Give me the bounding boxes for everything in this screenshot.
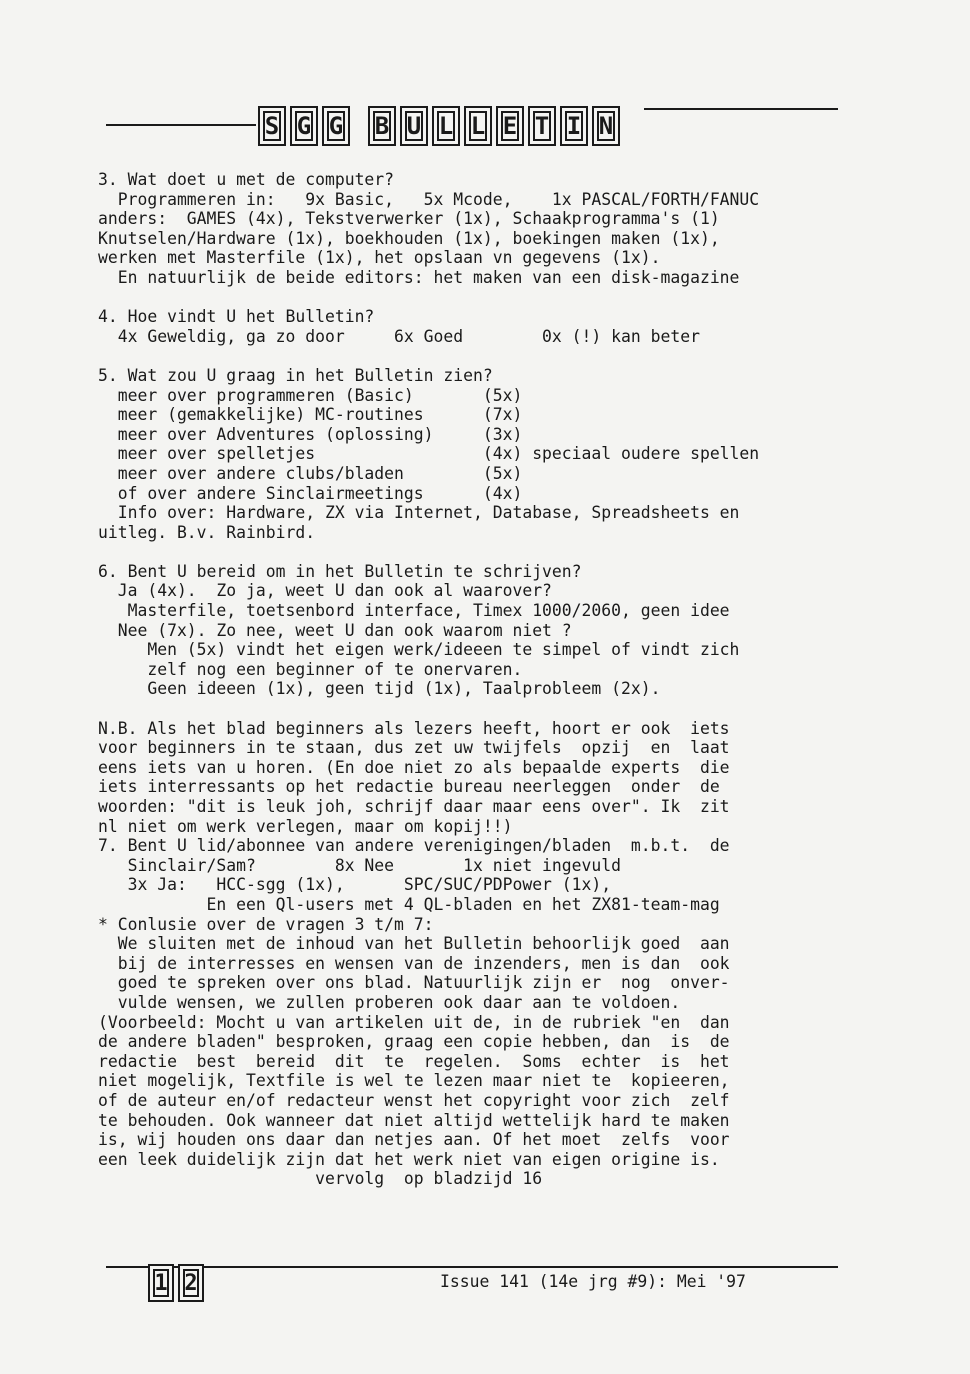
blank-line (98, 346, 858, 366)
text-line: bij de interresses en wensen van de inzenders, men is dan ook (98, 953, 730, 973)
text-line: Men (5x) vindt het eigen werk/ideeen te simpel of vindt zich (98, 640, 740, 660)
issue-info: Issue 141 (14e jrg #9): Mei '97 (440, 1272, 746, 1291)
text-line: 3x Ja: HCC-sgg (1x), SPC/SUC/PDPower (1x), (98, 875, 612, 895)
text-line: te behouden. Ook wanneer dat niet altijd wettelijk hard te maken (98, 1110, 730, 1130)
text-line: eens iets van u horen. (En doe niet zo als bepaalde experts die (98, 757, 730, 777)
masthead-letter: E (496, 106, 524, 146)
text-line: zelf nog een beginner of te onervaren. (98, 659, 523, 679)
text-line: (Voorbeeld: Mocht u van artikelen uit de, in de rubriek "en dan (98, 1012, 730, 1032)
text-line: Info over: Hardware, ZX via Internet, Database, Spreadsheets en (98, 503, 740, 523)
text-line: woorden: "dit is leuk joh, schrijf daar maar eens over". Ik zit (98, 797, 730, 816)
text-line: of de auteur en/of redacteur wenst het copyright voor zich zelf (98, 1090, 730, 1110)
text-line: niet mogelijk, Textfile is wel te lezen maar niet te kopieeren, (98, 1071, 730, 1091)
text-line: En een Ql-users met 4 QL-bladen en het ZX81-team-mag (98, 894, 720, 914)
text-line: werken met Masterfile (1x), het opslaan vn gegevens (1x). (98, 248, 661, 268)
blank-line (98, 288, 858, 308)
masthead-logo (258, 106, 638, 146)
text-line: vervolg op bladzijd 16 (98, 1169, 543, 1189)
masthead-letter: L (464, 106, 492, 146)
text-line: meer over andere clubs/bladen (5x) (98, 463, 523, 483)
text-line: Programmeren in: 9x Basic, 5x Mcode, 1x PASCAL/FORTH/FANUC (98, 189, 760, 209)
text-line: 3. Wat doet u met de computer? (98, 170, 395, 189)
text-line: meer over programmeren (Basic) (5x) (98, 385, 523, 405)
text-line: Ja (4x). Zo ja, weet U dan ook al waarover? (98, 581, 552, 601)
text-line: 4x Geweldig, ga zo door 6x Goed 0x (!) kan beter (98, 326, 700, 346)
text-line: Sinclair/Sam? 8x Nee 1x niet ingevuld (98, 855, 622, 875)
top-rule-right (644, 108, 838, 110)
masthead-letter: G (322, 106, 350, 146)
text-line: 4. Hoe vindt U het Bulletin? (98, 307, 375, 327)
bottom-rule (106, 1266, 838, 1268)
text-line: meer over Adventures (oplossing) (3x) (98, 424, 523, 444)
text-line: is, wij houden ons daar dan netjes aan. Of het moet zelfs voor (98, 1130, 730, 1150)
text-line: anders: GAMES (4x), Tekstverwerker (1x), Schaakprogramma's (1) (98, 209, 720, 229)
masthead-letter: B (368, 106, 396, 146)
text-line: Masterfile, toetsenbord interface, Timex 1000/2060, geen idee (98, 601, 730, 621)
text-line: Nee (7x). Zo nee, weet U dan ook waarom niet ? (98, 620, 572, 640)
text-line: vulde wensen, we zullen proberen ook daar aan te voldoen. (98, 992, 681, 1012)
text-line: uitleg. B.v. Rainbird. (98, 522, 316, 542)
text-line: 6. Bent U bereid om in het Bulletin te schrijven? (98, 561, 582, 581)
text-line: voor beginners in te staan, dus zet uw twijfels opzij en laat (98, 738, 730, 758)
text-line: nl niet om werk verlegen, maar om kopij!!) (98, 816, 513, 836)
text-line: En natuurlijk de beide editors: het maken van een disk-magazine (98, 267, 740, 287)
text-line: 7. Bent U lid/abonnee van andere verenigingen/bladen m.b.t. de (98, 836, 730, 856)
blank-line (98, 542, 858, 562)
text-line: meer over spelletjes (4x) speciaal oudere spellen (98, 444, 760, 464)
text-line: Knutselen/Hardware (1x), boekhouden (1x), boekingen maken (1x), (98, 228, 720, 248)
masthead-letter: S (258, 106, 286, 146)
article-body (98, 170, 858, 1189)
text-line: de andere bladen" besproken, graag een copie hebben, dan is de (98, 1032, 730, 1052)
text-line: of over andere Sinclairmeetings (4x) (98, 483, 523, 503)
blank-line (98, 699, 858, 719)
masthead-letter: N (592, 106, 620, 146)
text-line: 5. Wat zou U graag in het Bulletin zien? (98, 365, 493, 385)
text-line: Geen ideeen (1x), geen tijd (1x), Taalprobleem (2x). (98, 679, 661, 699)
masthead-letter: G (290, 106, 318, 146)
text-line: N.B. Als het blad beginners als lezers heeft, hoort er ook iets (98, 718, 730, 738)
masthead-letter: I (560, 106, 588, 146)
text-line: iets interressants op het redactie bureau neerleggen onder de (98, 777, 720, 797)
masthead-word-bulletin (368, 106, 624, 146)
page-digit: 2 (178, 1264, 204, 1302)
top-rule-left (106, 124, 256, 126)
page-number (148, 1264, 208, 1302)
text-line: een leek duidelijk zijn dat het werk niet van eigen origine is. (98, 1149, 720, 1169)
page-digit: 1 (148, 1264, 174, 1302)
text-line: We sluiten met de inhoud van het Bulletin behoorlijk goed aan (98, 934, 730, 954)
masthead-letter: L (432, 106, 460, 146)
masthead-word-sgg (258, 106, 354, 146)
text-line: goed te spreken over ons blad. Natuurlijk zijn er nog onver- (98, 973, 730, 993)
text-line: meer (gemakkelijke) MC-routines (7x) (98, 405, 523, 425)
masthead-letter: T (528, 106, 556, 146)
text-line: redactie best bereid dit te regelen. Soms echter is het (98, 1051, 730, 1071)
masthead-letter: U (400, 106, 428, 146)
text-line: * Conlusie over de vragen 3 t/m 7: (98, 914, 434, 934)
